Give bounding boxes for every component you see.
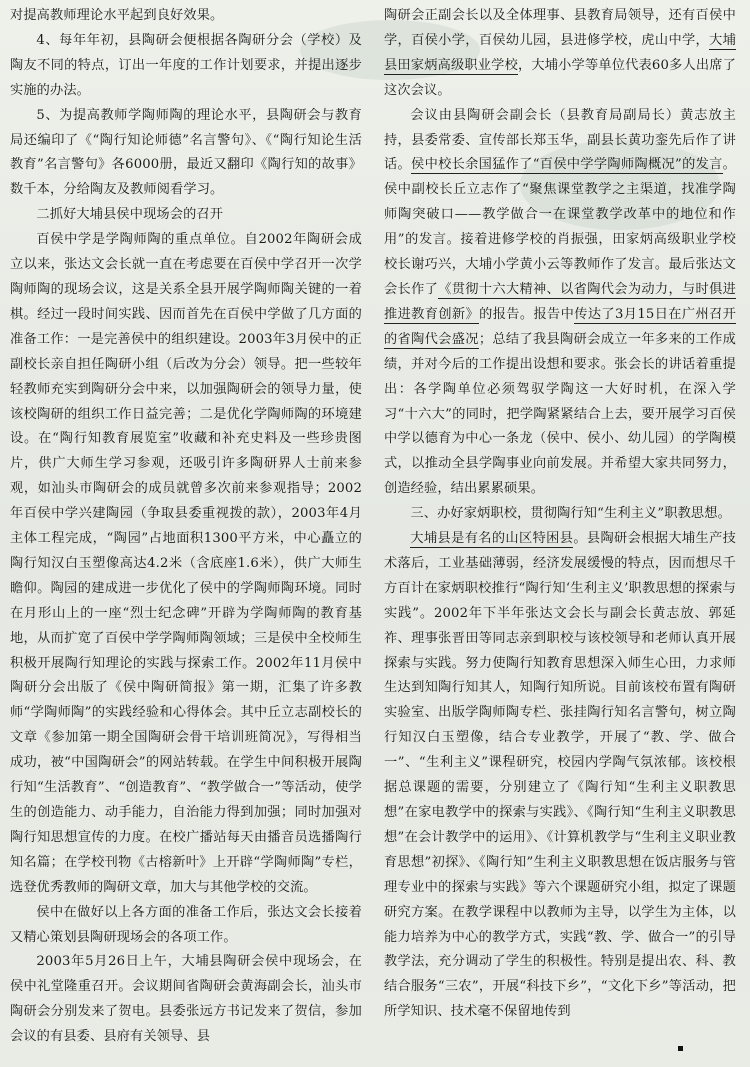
underlined-text: 侯中校长余国猛作了“百侯中学学陶师陶概况”的发言 bbox=[411, 157, 723, 173]
paragraph: 侯中在做好以上各方面的准备工作后，张达文会长接着又精心策划县陶研现场会的各项工作。 bbox=[10, 904, 362, 945]
paragraph bbox=[384, 527, 736, 1025]
underlined-text: 《贯彻十六大精神、以省陶代会为动力，与时俱进推进教育创新》 bbox=[384, 281, 736, 322]
paragraph: 对提高教师理论水平起到良好效果。 bbox=[10, 8, 224, 23]
section-heading: 三、办好家炳职校，贯彻陶行知“生利主义”职教思想。 bbox=[410, 506, 731, 522]
underlined-text: 传达了3月15日在广州召开的省陶代会盛况 bbox=[384, 306, 736, 347]
text-run: ；总结了我县陶研会成立一年多来的工作成绩，并对今后的工作提出设想和要求。张会长的讲话着重提出：各学陶单位必须驾驭学陶这一大好时机，在深入学习“十六大”的同时，把学陶紧紧结合上去，要开展学习百侯中学以德育为中心一条龙（侯中、侯小、幼儿园）的学陶模式，以推动全县学陶事业向前发展。并希望大家共同努力，创造经验，结出累累硕果。 bbox=[384, 331, 736, 497]
text-run: 陶研会正副会长以及全体理事、县教育局领导，还有百侯中学，百侯小学，百侯幼儿园，县进修学校，虎山中学， bbox=[384, 8, 736, 48]
left-column bbox=[10, 4, 362, 1050]
underlined-text: 大埔县田家炳高级职业学校 bbox=[384, 32, 736, 73]
underlined-text: 大埔县是有名的山区特困县 bbox=[410, 531, 574, 547]
text-run: 。县陶研会根据大埔生产技术落后，工业基础薄弱，经济发展缓慢的特点，因而想尽千方百计在家炳职校推行“陶行知‘生利主义’职教思想的探索与实践”。2002年下半年张达文会长与副会长黄志放、郭延祚、理事张晋田等同志亲到职校与该校领导和老师认真开展探索与实践。努力使陶行知教育思想深入师生心田，力求师生达到知陶行知其人，知陶行知所说。目前该校布置有陶研实验室、出版学陶师陶专栏、张挂陶行知名言警句，树立陶行知汉白玉塑像，结合专业教学，开展了“教、学、做合一”、“生利主义”课程研究，校园内学陶气氛浓郁。该校根据总课题的需要，分别建立了《陶行知“生利主义职教思想”在家电教学中的探索与实践》、《陶行知“生利主义职教思想”在会计教学中的运用》、《计算机教学与“生利主义职业教育思想”初探》、《陶行知”生利主义职教思想在饭店服务与管理专业中的探索与实践》等六个课题研究小组，拟定了课题研究方案。在教学课程中以教师为主导，以学生为主体，以能力培养为中心的教学方式，实践“教、学、做合一”的引导教学法，充分调动了学生的积极性。特别是提出农、科、教结合服务“三农”，开展“科技下乡”，“文化下乡”等活动，把所学知识、技术毫不保留地传到 bbox=[384, 531, 736, 1020]
paragraph bbox=[384, 104, 736, 503]
paragraph: 4、每年年初，县陶研会便根据各陶研分会（学校）及陶友不同的特点，订出一年度的工作计划要求，并提出逐步实施的办法。 bbox=[10, 32, 362, 98]
paragraph bbox=[384, 4, 736, 104]
text-run: 会议由县陶研会副会长（县教育局副局长）黄志放主持，县委常委、宣传部长郑玉华，副县长黄功銮先后作了讲话。 bbox=[384, 107, 736, 173]
paragraph: 百侯中学是学陶师陶的重点单位。自2002年陶研会成立以来，张达文会长就一直在考虑要在百侯中学召开一次学陶师陶的现场会议，这是关系全县开展学陶师陶关键的一着棋。经过一段时间实践、因而首先在百侯中学做了几方面的准备工作：一是完善侯中的组织建设。2003年3月侯中的正副校长亲自担任陶研小组（后改为分会）领导。把一些较年轻教师充实到陶研分会中来，以加强陶研会的领导力量，使该校陶研的组织工作日益完善；二是优化学陶师陶的环境建设。在“陶行知教育展览室”收藏和补充史料及一些珍贵图片，供广大师生学习参观，还吸引许多陶研界人士前来参观，如汕头市陶研会的成员就曾多次前来参观指导；2002年百侯中学兴建陶园（争取县委重视拨的款），2003年4月主体工程完成，“陶园”占地面积1300平方米，中心矗立的陶行知汉白玉塑像高达4.2米（含底座1.6米），供广大师生瞻仰。陶园的建成进一步优化了侯中的学陶师陶环境。同时在月形山上的一座“烈士纪念碑”开辟为学陶师陶的教育基地，从而扩宽了百侯中学学陶师陶领域；三是侯中全校师生积极开展陶行知理论的实践与探索工作。2002年11月侯中陶研分会出版了《侯中陶研简报》第一期，汇集了许多教师“学陶师陶”的实践经验和心得体会。其中丘立志副校长的文章《参加第一期全国陶研会骨干培训班简况》，写得相当成功，被“中国陶研会”的网站转载。在学生中间积极开展陶行知“生活教育”、“创造教育”、“教学做合一”等活动，使学生的创造能力、动手能力，自治能力得到加强；同时加强对陶行知思想宣传的力度。在校广播站每天由播音员选播陶行知名篇；在学校刊物《古榕新叶》上开辟“学陶师陶”专栏，选登优秀教师的陶研文章，加大与其他学校的交流。 bbox=[10, 232, 362, 895]
end-mark bbox=[678, 1046, 683, 1051]
text-run: 的报告。报告中 bbox=[479, 306, 575, 322]
text-run: ，大埔小学等单位代表60多人出席了这次会议。 bbox=[384, 57, 736, 98]
text-run: 。侯中副校长丘立志作了“聚焦课堂教学之主渠道，找准学陶师陶突破口——教学做合一在课堂教学改革中的地位和作用”的发言。接着进修学校的肖振强，田家炳高级职业学校校长谢巧兴，大埔小学黄小云等教师作了发言。最后张达文会长作了 bbox=[384, 157, 736, 297]
paragraph: 2003年5月26日上午，大埔县陶研会侯中现场会，在侯中礼堂隆重召开。会议期间省陶研会黄海副会长，汕头市陶研会分别发来了贺电。县委张远方书记发来了贺信，参加会议的有县委、县府有关领导、县 bbox=[10, 954, 362, 1045]
paragraph: 5、为提高教师学陶师陶的理论水平，县陶研会与教育局还编印了《“陶行知论师德”名言警句》、《“陶行知论生活教育”名言警句》各6000册，最近又翻印《陶行知的故事》数千本，分给陶友及教师阅看学习。 bbox=[10, 107, 362, 198]
right-column bbox=[384, 4, 736, 1025]
section-heading: 二抓好大埔县侯中现场会的召开 bbox=[36, 207, 224, 223]
